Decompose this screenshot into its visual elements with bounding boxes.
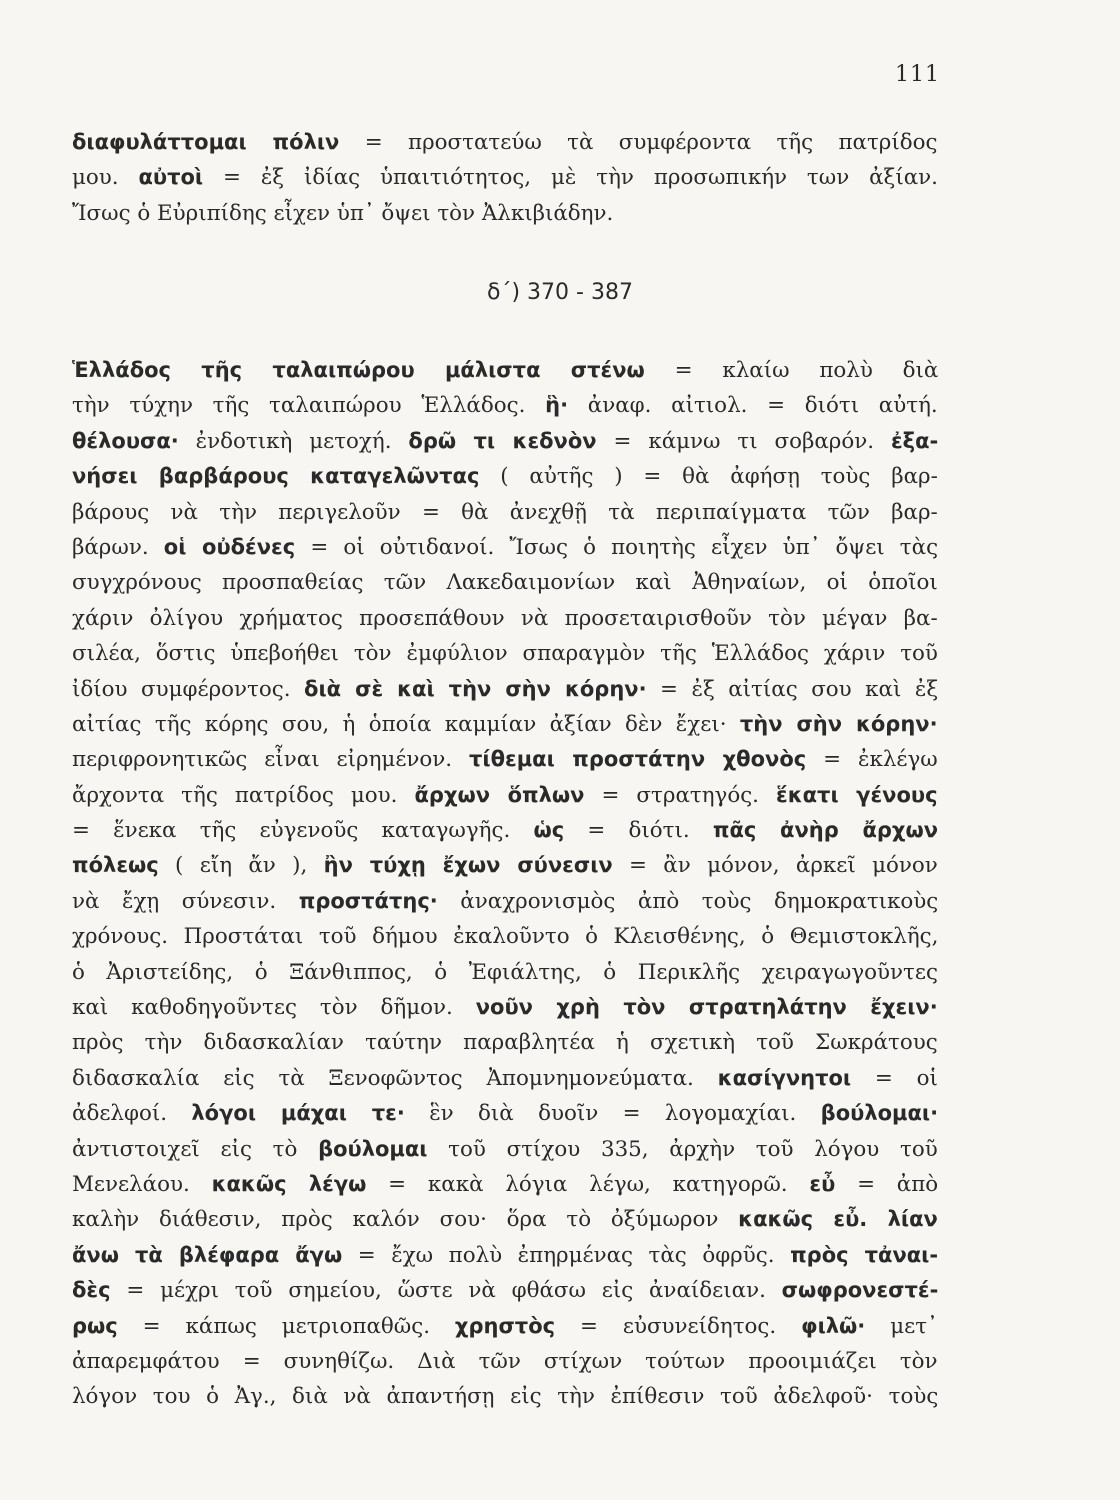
commentary-top	[72, 125, 938, 231]
gloss-text: Μενελάου.	[72, 1171, 212, 1197]
lemma-term: πρὸς τἀναι-	[790, 1242, 938, 1267]
gloss-text: = ἂν μόνον, ἀρκεῖ μόνον	[612, 853, 938, 879]
lemma-term: νοῦν χρὴ τὸν στρατηλάτην ἔχειν·	[475, 995, 938, 1020]
text-line	[72, 388, 938, 423]
lemma-term: διαφυλάττομαι πόλιν	[72, 130, 340, 154]
lemma-term: θέλουσα·	[72, 428, 179, 453]
gloss-text: ἀδελφοί.	[72, 1101, 192, 1127]
lemma-term: κασίγνητοι	[717, 1065, 852, 1090]
text-line	[72, 1379, 938, 1414]
text-line	[72, 353, 938, 388]
text-line	[72, 884, 938, 919]
lemma-term: οἱ οὐδένες	[163, 534, 296, 559]
text-line	[72, 1025, 938, 1060]
gloss-text: ἄρχοντα τῆς πατρίδος μου.	[72, 782, 415, 808]
gloss-text: = εὐσυνείδητος.	[555, 1313, 802, 1339]
gloss-text: ἰδίου συμφέροντος.	[72, 676, 305, 702]
text-line	[72, 495, 938, 530]
gloss-text: σιλέα, ὅστις ὑπεβοήθει τὸν ἐμφύλιον σπαραγμὸν τῆς Ἑλλάδος χάριν τοῦ	[72, 641, 938, 667]
lemma-term: χρηστὸς	[454, 1313, 556, 1338]
text-line	[72, 1238, 938, 1273]
text-line	[72, 919, 938, 954]
text-line	[72, 424, 938, 459]
text-line	[72, 778, 938, 813]
lemma-term: ἢν τύχῃ ἔχων σύνεσιν	[323, 853, 613, 878]
lemma-term: προστάτης·	[298, 888, 438, 913]
gloss-text: βάρους νὰ τὴν περιγελοῦν = θὰ ἀνεχθῇ τὰ περιπαίγματα τῶν βαρ-	[72, 499, 938, 525]
lemma-term: πᾶς ἀνὴρ ἄρχων	[712, 818, 938, 843]
lemma-term: σωφρονεστέ-	[781, 1278, 938, 1303]
lemma-term: κακῶς λέγω	[211, 1171, 367, 1196]
text-line	[72, 459, 938, 494]
text-line	[72, 125, 938, 160]
gloss-text: καλὴν διάθεσιν, πρὸς καλόν σου· ὅρα τὸ ὀξύμωρον	[72, 1207, 739, 1233]
gloss-text: μετ᾽	[865, 1313, 938, 1339]
gloss-text: = ἕνεκα τῆς εὐγενοῦς καταγωγῆς.	[72, 818, 534, 844]
lemma-term: ἕκατι γένους	[776, 782, 938, 807]
text-line	[72, 1309, 938, 1344]
lemma-term: φιλῶ·	[801, 1313, 866, 1338]
gloss-text: = οἱ οὐτιδανοί. Ἴσως ὁ ποιητὴς εἶχεν ὑπ᾽ ὄψει τὰς	[295, 534, 938, 560]
lemma-term: αὐτοὶ	[138, 165, 204, 190]
gloss-text: = κάμνω τι σοβαρόν.	[596, 428, 891, 454]
gloss-text: ὁ Ἀριστείδης, ὁ Ξάνθιππος, ὁ Ἐφιάλτης, ὁ Περικλῆς χειραγωγοῦντες	[72, 959, 938, 985]
lemma-term: ἣ·	[545, 393, 569, 418]
text-line	[72, 1132, 938, 1167]
lemma-term: τίθεμαι προστάτην χθονὸς	[469, 747, 807, 772]
lemma-term: βούλομαι·	[820, 1101, 938, 1126]
gloss-text: λόγον του ὁ Ἀγ., διὰ νὰ ἀπαντήσῃ εἰς τὴν ἐπίθεσιν τοῦ ἀδελφοῦ· τοὺς	[72, 1384, 938, 1410]
gloss-text: = ἔχω πολὺ ἐπηρμένας τὰς ὀφρῦς.	[342, 1242, 791, 1268]
lemma-term: τὴν σὴν κόρην·	[739, 711, 938, 736]
lemma-term: βούλομαι	[318, 1136, 428, 1161]
text-line	[72, 848, 938, 883]
gloss-text: περιφρονητικῶς εἶναι εἰρημένον.	[72, 747, 470, 773]
gloss-text: = κακὰ λόγια λέγω, κατηγορῶ.	[366, 1171, 810, 1197]
gloss-text: πρὸς τὴν διδασκαλίαν ταύτην παραβλητέα ἡ σχετικὴ τοῦ Σωκράτους	[72, 1030, 938, 1056]
lemma-term: Ἑλλάδος τῆς ταλαιπώρου μάλιστα στένω	[72, 358, 645, 382]
gloss-text: = μέχρι τοῦ σημείου, ὥστε νὰ φθάσω εἰς ἀναίδειαν.	[110, 1278, 782, 1304]
text-line	[72, 1344, 938, 1379]
gloss-text: ἀντιστοιχεῖ εἰς τὸ	[72, 1136, 319, 1162]
section-heading: δ΄) 370 - 387	[487, 280, 633, 305]
gloss-text: = κάπως μετριοπαθῶς.	[117, 1313, 455, 1339]
text-line	[72, 672, 938, 707]
gloss-text: ( εἴη ἄν ),	[158, 853, 324, 879]
gloss-text: = κλαίω πολὺ διὰ	[644, 358, 938, 383]
lemma-term: νήσει βαρβάρους καταγελῶντας	[72, 464, 480, 489]
gloss-text: νὰ ἔχῃ σύνεσιν.	[72, 888, 299, 914]
text-line	[72, 1273, 938, 1308]
gloss-text: = ἐκλέγω	[806, 747, 938, 773]
lemma-term: ὡς	[533, 818, 565, 843]
text-line	[72, 1061, 938, 1096]
lemma-term: λόγοι μάχαι τε·	[191, 1101, 405, 1126]
gloss-text: μου.	[72, 165, 139, 191]
lemma-term: δὲς	[72, 1278, 111, 1303]
gloss-text: τὴν τύχην τῆς ταλαιπώρου Ἑλλάδος.	[72, 393, 546, 419]
gloss-text: = ἐξ ἰδίας ὑπαιτιότητος, μὲ τὴν προσωπικήν των ἀξίαν.	[203, 165, 938, 191]
gloss-text: χάριν ὀλίγου χρήματος προσεπάθουν νὰ προσεταιρισθοῦν τὸν μέγαν βα-	[72, 605, 938, 631]
lemma-term: ἐξα-	[890, 428, 938, 453]
lemma-term: διὰ σὲ καὶ τὴν σὴν κόρην·	[304, 676, 647, 701]
text-line	[72, 813, 938, 848]
gloss-text: = οἱ	[851, 1065, 938, 1091]
text-line	[72, 990, 938, 1025]
gloss-text: ἀναχρονισμὸς ἀπὸ τοὺς δημοκρατικοὺς	[437, 888, 938, 914]
gloss-text: = διότι.	[564, 818, 713, 844]
text-line	[72, 530, 938, 565]
text-line	[72, 601, 938, 636]
lemma-term: ἄρχων ὅπλων	[414, 782, 585, 807]
text-line	[72, 565, 938, 600]
gloss-text: ἐνδοτικὴ μετοχή.	[178, 428, 409, 454]
text-line	[72, 1167, 938, 1202]
lemma-term: δρῶ τι κεδνὸν	[408, 428, 597, 453]
gloss-text: ( αὐτῆς ) = θὰ ἀφήσῃ τοὺς βαρ-	[479, 464, 938, 490]
lemma-term: πόλεως	[72, 853, 159, 878]
lemma-term: κακῶς εὖ. λίαν	[738, 1207, 938, 1232]
gloss-text: = προστατεύω τὰ συμφέροντα τῆς πατρίδος	[339, 130, 938, 155]
gloss-text: ἀναφ. αἰτιολ. = διότι αὐτή.	[568, 393, 938, 419]
lemma-term: ρως	[72, 1313, 118, 1338]
gloss-text: ἀπαρεμφάτου = συνηθίζω. Διὰ τῶν στίχων τούτων προοιμιάζει τὸν	[72, 1348, 938, 1374]
text-line	[72, 160, 938, 195]
gloss-text: = στρατηγός.	[584, 782, 777, 808]
gloss-text: Ἴσως ὁ Εὐριπίδης εἶχεν ὑπ᾽ ὄψει τὸν Ἀλκιβιάδην.	[72, 200, 614, 226]
text-line	[72, 742, 938, 777]
gloss-text: βάρων.	[72, 534, 164, 560]
gloss-text: = ἐξ αἰτίας σου καὶ ἐξ	[646, 676, 938, 702]
text-line	[72, 1096, 938, 1131]
text-line	[72, 196, 938, 231]
gloss-text: τοῦ στίχου 335, ἀρχὴν τοῦ λόγου τοῦ	[427, 1136, 938, 1162]
gloss-text: = ἀπὸ	[835, 1171, 938, 1197]
text-line	[72, 1202, 938, 1237]
commentary-body	[72, 353, 938, 1415]
page-number: 111	[895, 62, 940, 87]
lemma-term: εὖ	[809, 1171, 836, 1196]
gloss-text: καὶ καθοδηγοῦντες τὸν δῆμον.	[72, 995, 476, 1021]
text-line	[72, 955, 938, 990]
gloss-text: συγχρόνους προσπαθείας τῶν Λακεδαιμονίων καὶ Ἀθηναίων, οἱ ὁποῖοι	[72, 570, 938, 596]
lemma-term: ἄνω τὰ βλέφαρα ἄγω	[72, 1242, 343, 1267]
text-line	[72, 707, 938, 742]
text-line	[72, 636, 938, 671]
gloss-text: ἓν διὰ δυοῖν = λογομαχίαι.	[404, 1101, 821, 1127]
gloss-text: διδασκαλία εἰς τὰ Ξενοφῶντος Ἀπομνημονεύματα.	[72, 1065, 718, 1091]
gloss-text: χρόνους. Προστάται τοῦ δήμου ἐκαλοῦντο ὁ Κλεισθένης, ὁ Θεμιστοκλῆς,	[72, 924, 938, 950]
gloss-text: αἰτίας τῆς κόρης σου, ἡ ὁποία καμμίαν ἀξίαν δὲν ἔχει·	[72, 711, 740, 737]
